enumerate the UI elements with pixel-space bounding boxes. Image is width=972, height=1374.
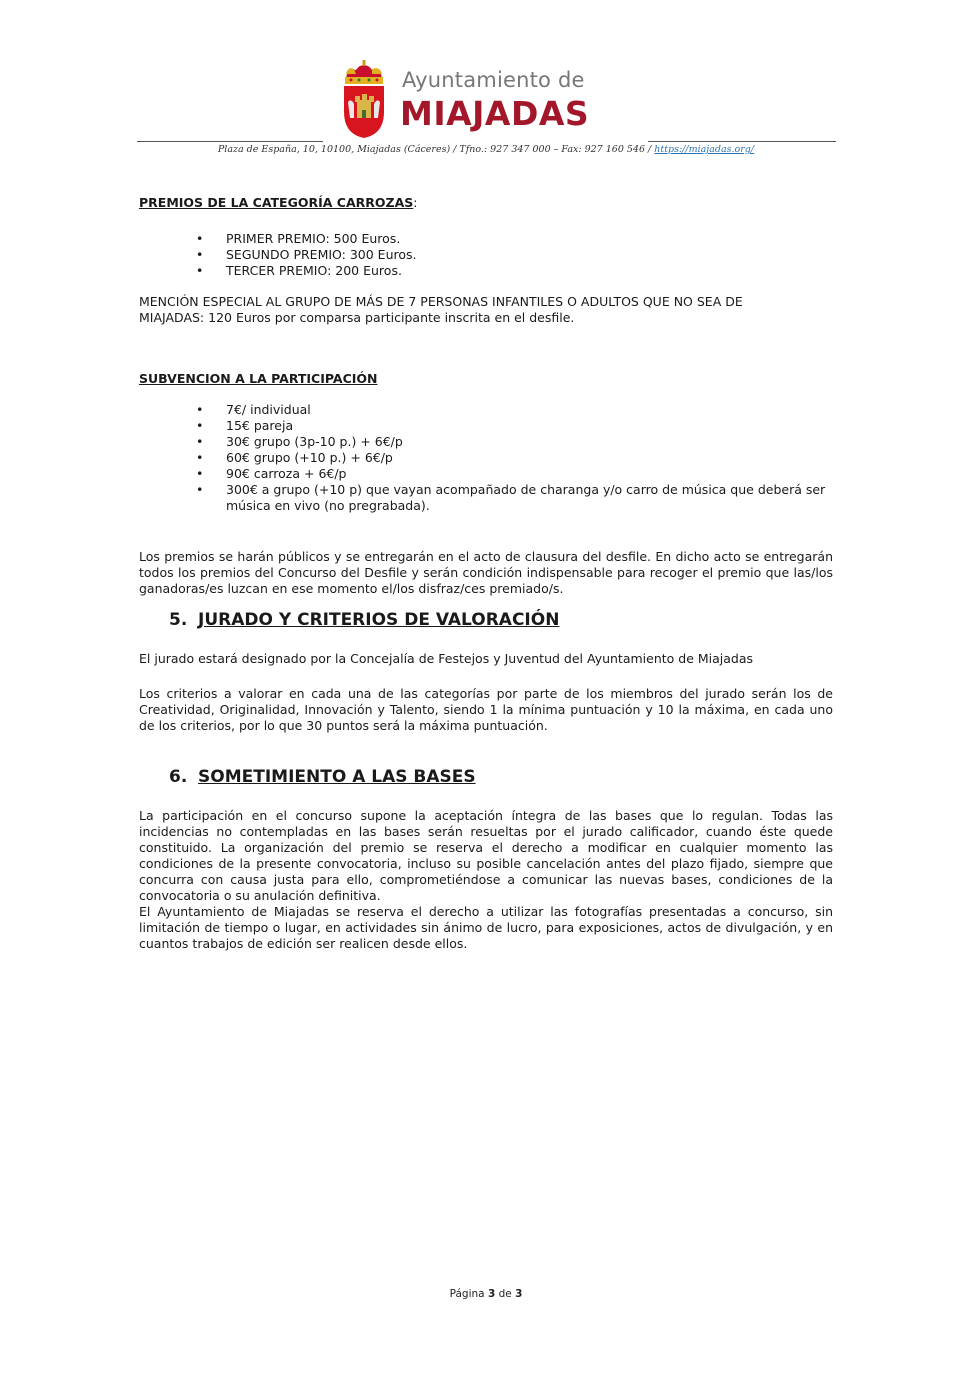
logo-title: MIAJADAS [400, 94, 590, 133]
sometimiento-paragraph: La participación en el concurso supone la aceptación íntegra de las bases que lo regulan. Todas las incidencias no contempladas en las bases serán resueltas por el jurado calificador, cuando éste quede constituido. La organización del premio se reserva el derecho a modificar en cualquier momento las condiciones de la presente convocatoria, incluso su posible cancelación antes del plazo fijado, siempre que concurra con causa justa para ello, comprometiéndose a comunicar las nuevas bases, condiciones de la convocatoria o su anulación definitiva. [139, 808, 833, 903]
header-rule-right [648, 141, 836, 142]
website-link[interactable]: https://miajadas.org/ [654, 144, 755, 155]
jurado-paragraph: El jurado estará designado por la Concejalía de Festejos y Juventud del Ayuntamiento de Miajadas [139, 651, 754, 666]
coat-of-arms-icon [342, 60, 386, 138]
total-pages: 3 [515, 1288, 523, 1300]
section-5-heading [139, 610, 833, 630]
list-item: • 300€ a grupo (+10 p) que vayan acompañado de charanga y/o carro de música que deberá ser música en vivo (no pregrabada). [139, 482, 833, 514]
list-item: • 15€ pareja [139, 418, 833, 434]
list-item: • SEGUNDO PREMIO: 300 Euros. [139, 247, 833, 263]
section-title: JURADO Y CRITERIOS DE VALORACIÓN [198, 610, 560, 630]
premios-publicos-paragraph: Los premios se harán públicos y se entregarán en el acto de clausura del desfile. En dicho acto se entregarán todos los premios del Concurso del Desfile y serán condición indispensable para recoger el premio que las/los ganadoras/es luzcan en ese momento el/los disfraz/ces premiado/s. [139, 549, 833, 596]
logo [340, 60, 600, 140]
list-item: • TERCER PREMIO: 200 Euros. [139, 263, 833, 279]
section-title: SOMETIMIENTO A LAS BASES [198, 767, 476, 787]
section-6-heading [139, 767, 833, 787]
current-page: 3 [487, 1288, 496, 1300]
list-item: • PRIMER PREMIO: 500 Euros. [139, 231, 833, 247]
list-item: • 90€ carroza + 6€/p [139, 466, 833, 482]
section-number: 5. [169, 610, 188, 630]
mencion-especial: MENCIÓN ESPECIAL AL GRUPO DE MÁS DE 7 PERSONAS INFANTILES O ADULTOS QUE NO SEA DE MIAJADAS: 120 Euros por comparsa participante inscrita en el desfile. [139, 294, 743, 325]
subvencion-title: SUBVENCION A LA PARTICIPACIÓN [139, 371, 378, 386]
premios-carrozas-heading: PREMIOS DE LA CATEGORÍA CARROZAS [139, 195, 414, 210]
premios-carrozas-title [139, 195, 833, 211]
header-address [0, 144, 972, 155]
page-header [0, 0, 972, 165]
premios-list [139, 231, 833, 279]
list-item: • 7€/ individual [139, 402, 833, 418]
header-rule-left [137, 141, 323, 142]
criterios-paragraph: Los criterios a valorar en cada una de las categorías por parte de los miembros del jurado serán los de Creatividad, Originalidad, Innovación y Talento, siendo 1 la mínima puntuación y 10 la máxima, en cada uno de los criterios, por lo que 30 puntos será la máxima puntuación. [139, 686, 833, 733]
section-number: 6. [169, 767, 188, 787]
list-item: • 30€ grupo (3p-10 p.) + 6€/p [139, 434, 833, 450]
list-item: • 60€ grupo (+10 p.) + 6€/p [139, 450, 833, 466]
page-footer [0, 1288, 972, 1300]
page-label: Página [449, 1288, 488, 1300]
page-of: de [495, 1288, 516, 1300]
fotografias-paragraph: El Ayuntamiento de Miajadas se reserva el derecho a utilizar las fotografías presentadas a concurso, sin limitación de tiempo o lugar, en actividades sin ánimo de lucro, para exposiciones, actos de divulgación, y en cuantos trabajos de edición ser realicen desde ellos. [139, 904, 833, 951]
subvencion-list [139, 402, 833, 514]
heading-colon: : [413, 195, 418, 210]
address-text: Plaza de España, 10, 10100, Miajadas (Cáceres) / Tfno.: 927 347 000 – Fax: 927 160 546 / [217, 144, 655, 155]
logo-subtitle: Ayuntamiento de [402, 68, 585, 92]
